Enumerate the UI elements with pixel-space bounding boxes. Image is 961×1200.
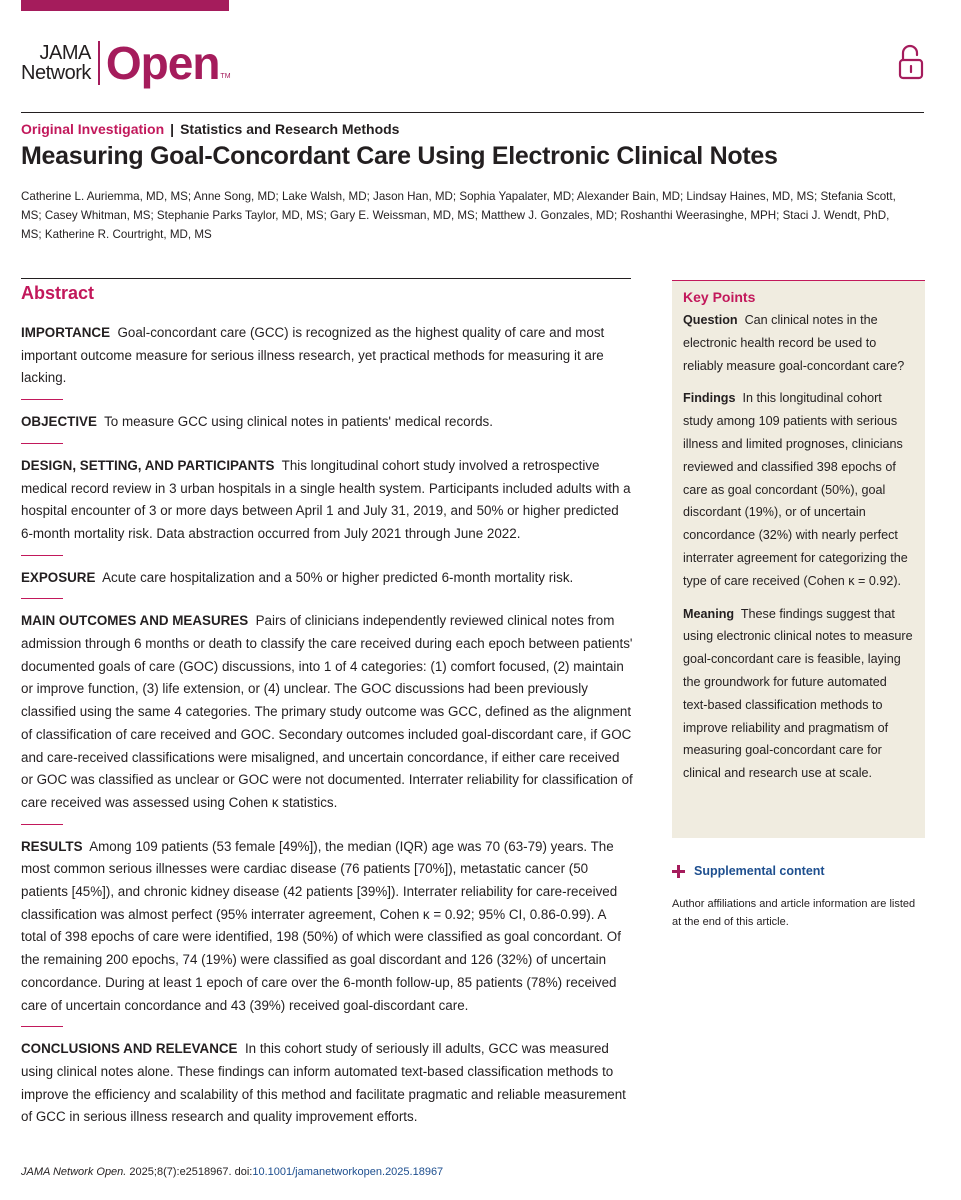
author-list: Catherine L. Auriemma, MD, MS; Anne Song, MD; Lake Walsh, MD; Jason Han, MD; Sophia Yapalater, MD; Alexander Bain, MD; Lindsay Haines, MD, MS; Stefania Scott, MS; Casey Whitman, MS; Stephanie Parks Taylor, MD, MS; Gary E. Weissman, MD, MS; Matthew J. Gonzales, MD; Roshanthi Weerasinghe, MPH; Staci J. Wendt, PhD, MS; Katherine R. Courtright, MD, MS	[21, 190, 896, 241]
logo-jama: JAMA	[39, 42, 91, 64]
section-text: Goal-concordant care (GCC) is recognized as the highest quality of care and most important outcome measure for serious illness research, yet practical methods for measuring it are lacking.	[21, 325, 605, 386]
citation	[21, 1166, 443, 1178]
section-divider	[21, 1026, 63, 1027]
section-divider	[21, 555, 63, 556]
journal-logo[interactable]	[21, 38, 231, 88]
key-point-findings	[683, 387, 914, 592]
abstract-conclusions	[21, 1038, 633, 1129]
section-label: RESULTS	[21, 838, 83, 854]
article-section-line	[21, 121, 399, 137]
section-divider	[21, 399, 63, 400]
section-text: Acute care hospitalization and a 50% or higher predicted 6-month mortality risk.	[102, 569, 574, 585]
key-point-text: These findings suggest that using electronic clinical notes to measure goal-concordant care is feasible, laying the groundwork for future automated text-based classification methods to improve reliability and pragmatism of measuring goal-concordant care for clinical and research use at scale.	[683, 606, 913, 781]
abstract-exposure	[21, 567, 633, 590]
section-label: MAIN OUTCOMES AND MEASURES	[21, 613, 249, 629]
open-access-lock-icon[interactable]	[897, 44, 925, 80]
abstract-outcomes	[21, 610, 633, 814]
logo-divider	[98, 41, 100, 85]
key-point-question	[683, 309, 914, 377]
logo-wordmark-left	[21, 43, 91, 83]
section-text: Pairs of clinicians independently reviewed clinical notes from admission through 6 months or death to classify the care received during each epoch between patients' documented goals of care (GOC) discussions, into 1 of 4 categories: (1) comfort focused, (2) maintain or improve function, (3) life extension, or (4) unclear. The GOC discussions had been previously classified using the same 4 categories. The primary study outcome was GCC, defined as the alignment of classification of care received and GOC. Secondary outcomes included goal-discordant care, if GOC and care-received classifications were misaligned, and uncertain concordance, if either care received or GOC was classified as unclear or GOC were not documented. Interrater reliability for classification of care received was assessed using Cohen κ statistics.	[21, 613, 633, 810]
logo-trademark: TM	[220, 73, 231, 80]
logo-network: Network	[21, 62, 91, 84]
doi-link[interactable]: 10.1001/jamanetworkopen.2025.18967	[252, 1166, 444, 1178]
section-text: This longitudinal cohort study involved a retrospective medical record review in 3 urban hospitals in a single health system. Participants included adults with a hospital encounter of 3 or more days between April 1 and July 31, 2019, and 50% or higher predicted 6-month mortality risk. Data abstraction occurred from July 2021 through June 2022.	[21, 457, 631, 541]
key-point-text: In this longitudinal cohort study among 109 patients with serious illness and limited prognoses, clinicians reviewed and classified 398 epochs of care as goal concordant (50%), goal discordant (19%), or of uncertain concordance (32%) with nearly perfect interrater agreement for categorizing the type of care received (Cohen κ = 0.92).	[683, 391, 908, 588]
key-point-meaning	[683, 603, 914, 785]
article-type[interactable]: Original Investigation	[21, 121, 165, 137]
top-accent-bar	[21, 0, 229, 11]
key-point-label: Meaning	[683, 606, 735, 621]
section-label: DESIGN, SETTING, AND PARTICIPANTS	[21, 457, 275, 473]
section-label: OBJECTIVE	[21, 414, 97, 430]
citation-journal: JAMA Network Open.	[21, 1166, 127, 1178]
key-point-text: Can clinical notes in the electronic health record be used to reliably measure goal-concordant care?	[683, 313, 905, 373]
section-text: To measure GCC using clinical notes in patients' medical records.	[104, 414, 493, 430]
abstract-objective	[21, 411, 633, 434]
key-points-box	[672, 280, 925, 838]
key-point-label: Question	[683, 313, 738, 327]
key-points-heading: Key Points	[683, 289, 756, 305]
abstract-results	[21, 836, 633, 1018]
plus-icon	[672, 865, 685, 878]
abstract-body	[21, 322, 633, 1129]
section-divider	[21, 824, 63, 825]
abstract-design	[21, 455, 633, 546]
section-label: EXPOSURE	[21, 569, 96, 585]
supplemental-label: Supplemental content	[694, 864, 825, 878]
citation-details: 2025;8(7):e2518967. doi:	[129, 1166, 253, 1178]
supplemental-content-link[interactable]	[672, 864, 825, 878]
section-label: IMPORTANCE	[21, 325, 111, 340]
header-rule	[21, 112, 924, 113]
article-title: Measuring Goal-Concordant Care Using Electronic Clinical Notes	[21, 142, 778, 170]
section-label: CONCLUSIONS AND RELEVANCE	[21, 1041, 238, 1057]
logo-open: Open	[105, 37, 220, 89]
affiliations-note: Author affiliations and article information are listed at the end of this article.	[672, 898, 916, 928]
section-text: In this cohort study of seriously ill adults, GCC was measured using clinical notes alone. These findings can inform automated text-based classification methods to improve the efficiency and scalability of this method and facilitate pragmatic and reliable measurement of GCC in serious illness research and quality improvement efforts.	[21, 1041, 626, 1125]
abstract-importance	[21, 322, 633, 390]
abstract-heading: Abstract	[21, 283, 95, 303]
section-separator: |	[170, 121, 175, 137]
section-divider	[21, 443, 63, 444]
abstract-rule	[21, 278, 631, 279]
key-point-label: Findings	[683, 391, 736, 406]
section-text: Among 109 patients (53 female [49%]), the median (IQR) age was 70 (63-79) years. The most common serious illnesses were cardiac disease (76 patients [70%]), metastatic cancer (50 patients [45%]), and chronic kidney disease (42 patients [39%]). Interrater reliability for care-received classification was almost perfect (95% interrater agreement, Cohen κ = 0.92; 95% CI, 0.86-0.99). A total of 398 epochs of care were identified, 198 (50%) of which were classified as goal concordant. Of the remaining 200 epochs, 74 (19%) were classified as goal discordant and 126 (32%) of uncertain concordance. During at least 1 epoch of care over the 6-month follow-up, 85 patients (78%) received care of uncertain concordance and 43 (39%) received goal-discordant care.	[21, 838, 621, 1013]
article-category[interactable]: Statistics and Research Methods	[180, 121, 400, 137]
section-divider	[21, 598, 63, 599]
